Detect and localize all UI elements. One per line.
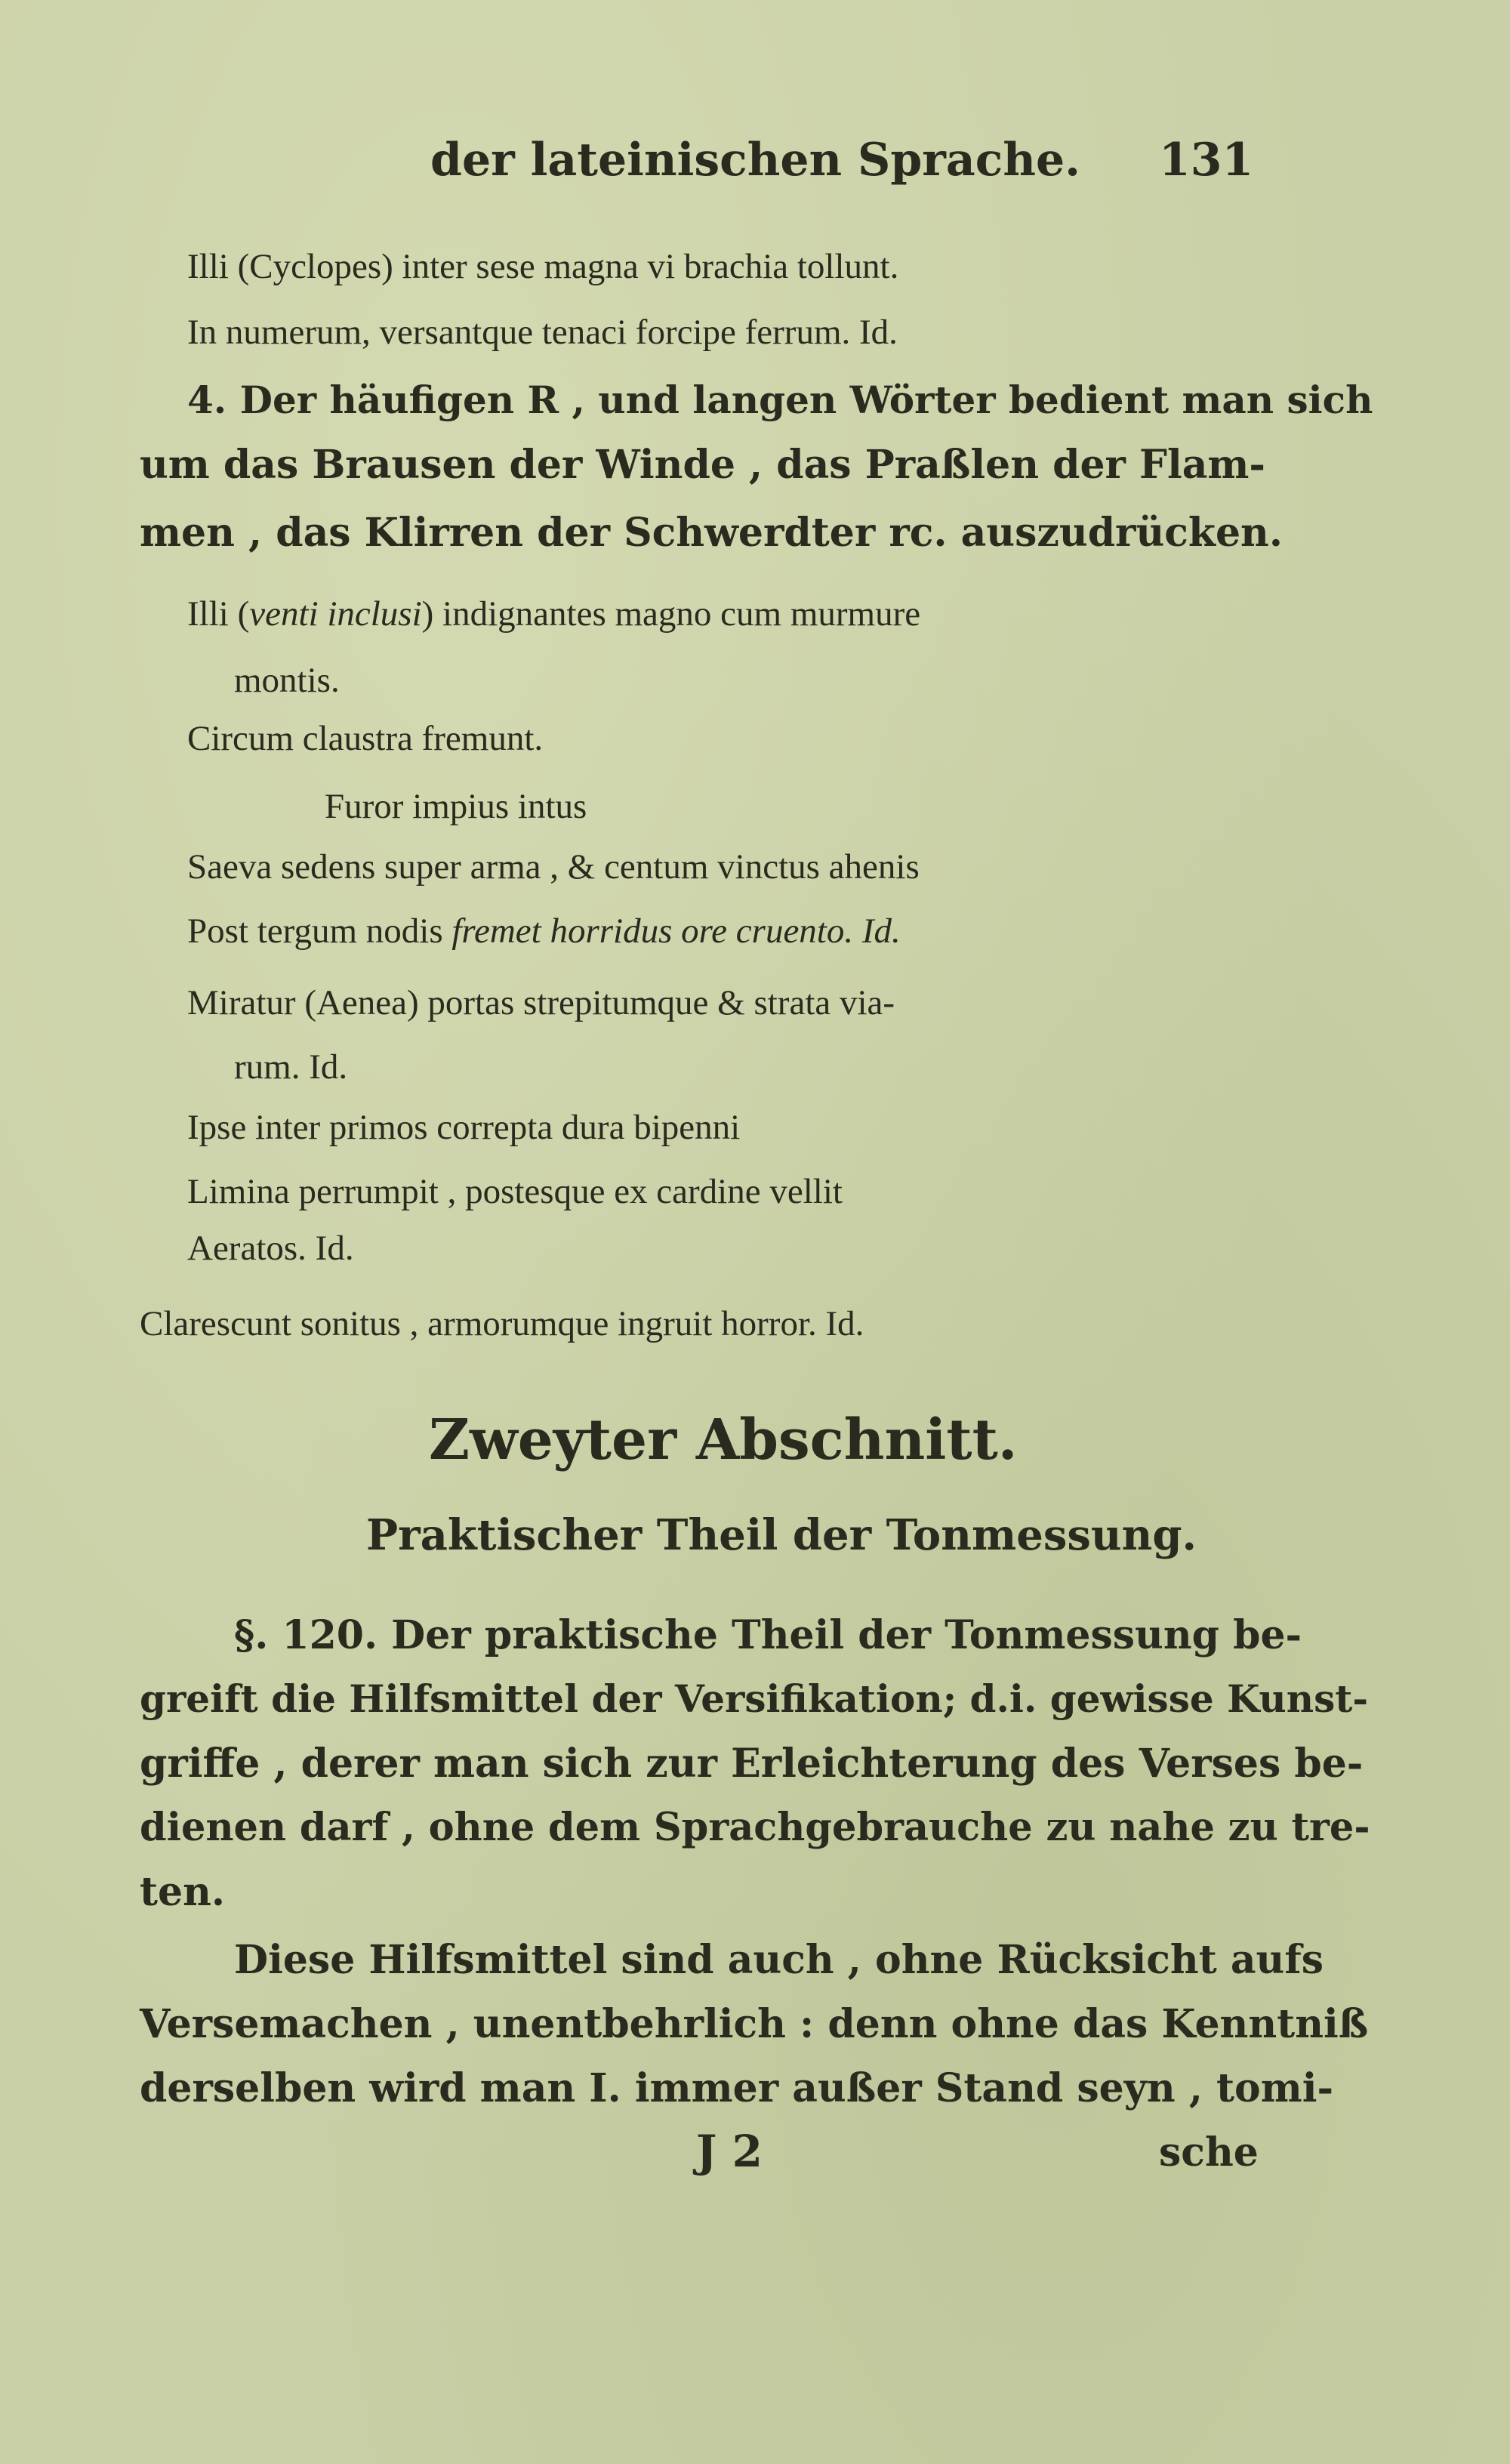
text-line: um das Brausen der Winde , das Praßlen der Flam-	[140, 442, 1266, 488]
verse-line: Limina perrumpit , postesque ex cardine vellit	[187, 1172, 843, 1211]
section-title: Zweyter Abschnitt.	[429, 1408, 1018, 1473]
body-line: Versemachen , unentbehrlich : denn ohne das Kenntniß	[140, 2001, 1369, 2047]
catchword: sche	[1159, 2129, 1259, 2176]
verse-line: Furor impius intus	[325, 787, 587, 826]
page-number: 131	[1159, 134, 1254, 187]
verse-line: rum. Id.	[234, 1047, 348, 1087]
verse-line: Ipse inter primos correpta dura bipenni	[187, 1108, 741, 1147]
body-line: greift die Hilfsmittel der Versifikation; d.i. gewisse Kunst-	[140, 1676, 1369, 1721]
verse-line: Illi (venti inclusi) indignantes magno cum murmure	[187, 594, 921, 634]
verse-line: Illi (Cyclopes) inter sese magna vi brachia tollunt.	[187, 247, 899, 286]
verse-line: Post tergum nodis fremet horridus ore cruento. Id.	[187, 911, 901, 951]
text-line: 4. Der häufigen R , und langen Wörter bedient man sich	[187, 378, 1373, 422]
verse-line: Clarescunt sonitus , armorumque ingruit horror. Id.	[140, 1304, 864, 1343]
body-line: griffe , derer man sich zur Erleichterung des Verses be-	[140, 1741, 1364, 1787]
verse-line: montis.	[234, 661, 340, 700]
verse-line: Circum claustra fremunt.	[187, 719, 544, 758]
verse-line: Miratur (Aenea) portas strepitumque & strata via-	[187, 983, 895, 1022]
body-line: derselben wird man I. immer außer Stand seyn , tomi-	[140, 2065, 1334, 2111]
verse-line: In numerum, versantque tenaci forcipe ferrum. Id.	[187, 313, 898, 352]
body-line: ten.	[140, 1869, 226, 1915]
body-line: Diese Hilfsmittel sind auch , ohne Rücksicht aufs	[234, 1937, 1324, 1983]
running-title: der lateinischen Sprache.	[430, 134, 1081, 187]
verse-line: Aeratos. Id.	[187, 1229, 354, 1268]
body-line: §. 120. Der praktische Theil der Tonmessung be-	[234, 1612, 1302, 1658]
body-line: dienen darf , ohne dem Sprachgebrauche zu nahe zu tre-	[140, 1805, 1370, 1850]
verse-line: Saeva sedens super arma , & centum vinctus ahenis	[187, 847, 920, 887]
section-subtitle: Praktischer Theil der Tonmessung.	[366, 1510, 1197, 1560]
text-line: men , das Klirren der Schwerdter rc. auszudrücken.	[140, 510, 1283, 556]
signature-mark: J 2	[696, 2126, 763, 2177]
